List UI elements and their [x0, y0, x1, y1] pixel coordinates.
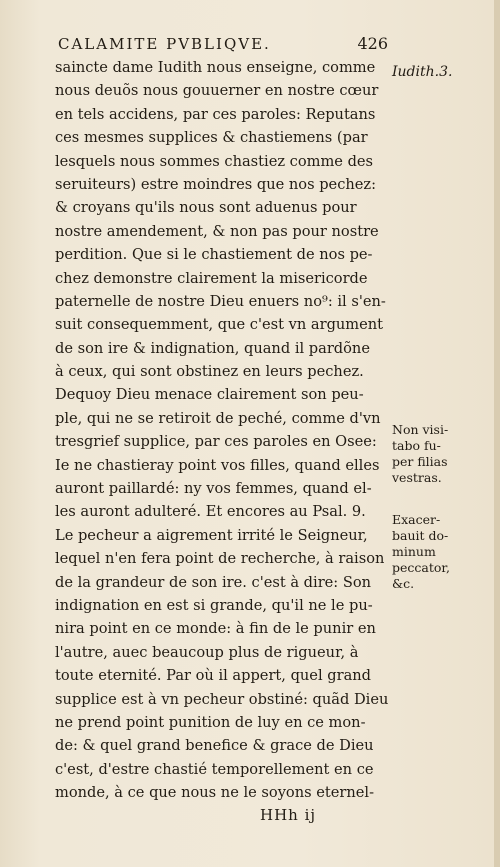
text-line: nous deuõs nous gouuerner en nostre cœur — [55, 82, 379, 100]
text-line: les auront adulteré. Et encores au Psal. 9. — [55, 503, 366, 521]
text-line: saincte dame Iudith nous enseigne, comme — [55, 59, 376, 76]
margin-note-judith: Iudith.3. — [392, 64, 453, 80]
text-line: suit consequemment, que c'est vn argument — [55, 316, 384, 334]
running-header — [58, 34, 388, 53]
text-line: monde, à ce que nous ne le soyons eternel- — [55, 784, 374, 802]
text-line: tresgrief supplice, par ces paroles en Osee: — [55, 433, 377, 451]
text-line: ces mesmes supplices & chastiemens (par — [55, 129, 368, 147]
text-line: lesquels nous sommes chastiez comme des — [55, 152, 374, 170]
text-line: de: & quel grand benefice & grace de Dieu — [55, 737, 374, 755]
margin-note-line: &c. — [392, 576, 415, 591]
margin-note-line: bauit do- — [392, 528, 449, 543]
margin-note-line: minum — [392, 544, 436, 559]
text-line: Le pecheur a aigrement irrité le Seigneur, — [55, 526, 368, 544]
text-line: Ie ne chastieray point vos filles, quand elles — [55, 456, 380, 474]
text-line: lequel n'en fera point de recherche, à raison — [55, 550, 385, 568]
text-line: auront paillardé: ny vos femmes, quand el- — [55, 480, 372, 498]
text-line: à ceux, qui sont obstinez en leurs pechez. — [55, 363, 364, 381]
folio-number: 426 — [357, 34, 388, 53]
margin-note-line: tabo fu- — [392, 438, 441, 453]
margin-note-exacerbauit — [392, 512, 496, 592]
margin-note-non-visitabo — [392, 422, 496, 486]
margin-note-line: peccator, — [392, 560, 450, 575]
text-line: toute eternité. Par où il appert, quel grand — [55, 667, 372, 685]
text-line: de son ire & indignation, quand il pardõne — [55, 339, 370, 357]
text-line: ne prend point punition de luy en ce mon- — [55, 713, 366, 731]
main-text-block — [55, 56, 390, 805]
margin-note-line: Exacer- — [392, 512, 441, 527]
text-line: chez demonstre clairement la misericorde — [55, 269, 368, 287]
text-line: c'est, d'estre chastié temporellement en ce — [55, 760, 374, 778]
running-title: CALAMITE PVBLIQVE. — [58, 35, 271, 53]
text-line: seruiteurs) estre moindres que nos pechez: — [55, 175, 377, 193]
margin-note-line: per filias — [392, 454, 448, 469]
text-line: indignation en est si grande, qu'il ne le pu- — [55, 596, 373, 614]
text-line: nira point en ce monde: à fin de le punir en — [55, 620, 376, 638]
margin-note-line: Non visi- — [392, 422, 449, 437]
text-line: en tels accidens, par ces paroles: Reputans — [55, 105, 376, 123]
text-line: l'autre, auec beaucoup plus de rigueur, à — [55, 643, 359, 661]
text-line: perdition. Que si le chastiement de nos pe- — [55, 246, 373, 264]
text-line: Dequoy Dieu menace clairement son peu- — [55, 386, 364, 404]
margin-note-line: vestras. — [392, 470, 442, 485]
signature-mark: HHh ij — [260, 806, 317, 824]
text-line: ple, qui ne se retiroit de peché, comme d'vn — [55, 409, 381, 427]
text-line: paternelle de nostre Dieu enuers no⁹: il s'en- — [55, 292, 386, 310]
text-line: nostre amendement, & non pas pour nostre — [55, 222, 379, 240]
text-line: & croyans qu'ils nous sont aduenus pour — [55, 199, 357, 217]
text-line: supplice est à vn pecheur obstiné: quãd Dieu — [55, 690, 389, 708]
text-line: de la grandeur de son ire. c'est à dire: Son — [55, 573, 372, 591]
